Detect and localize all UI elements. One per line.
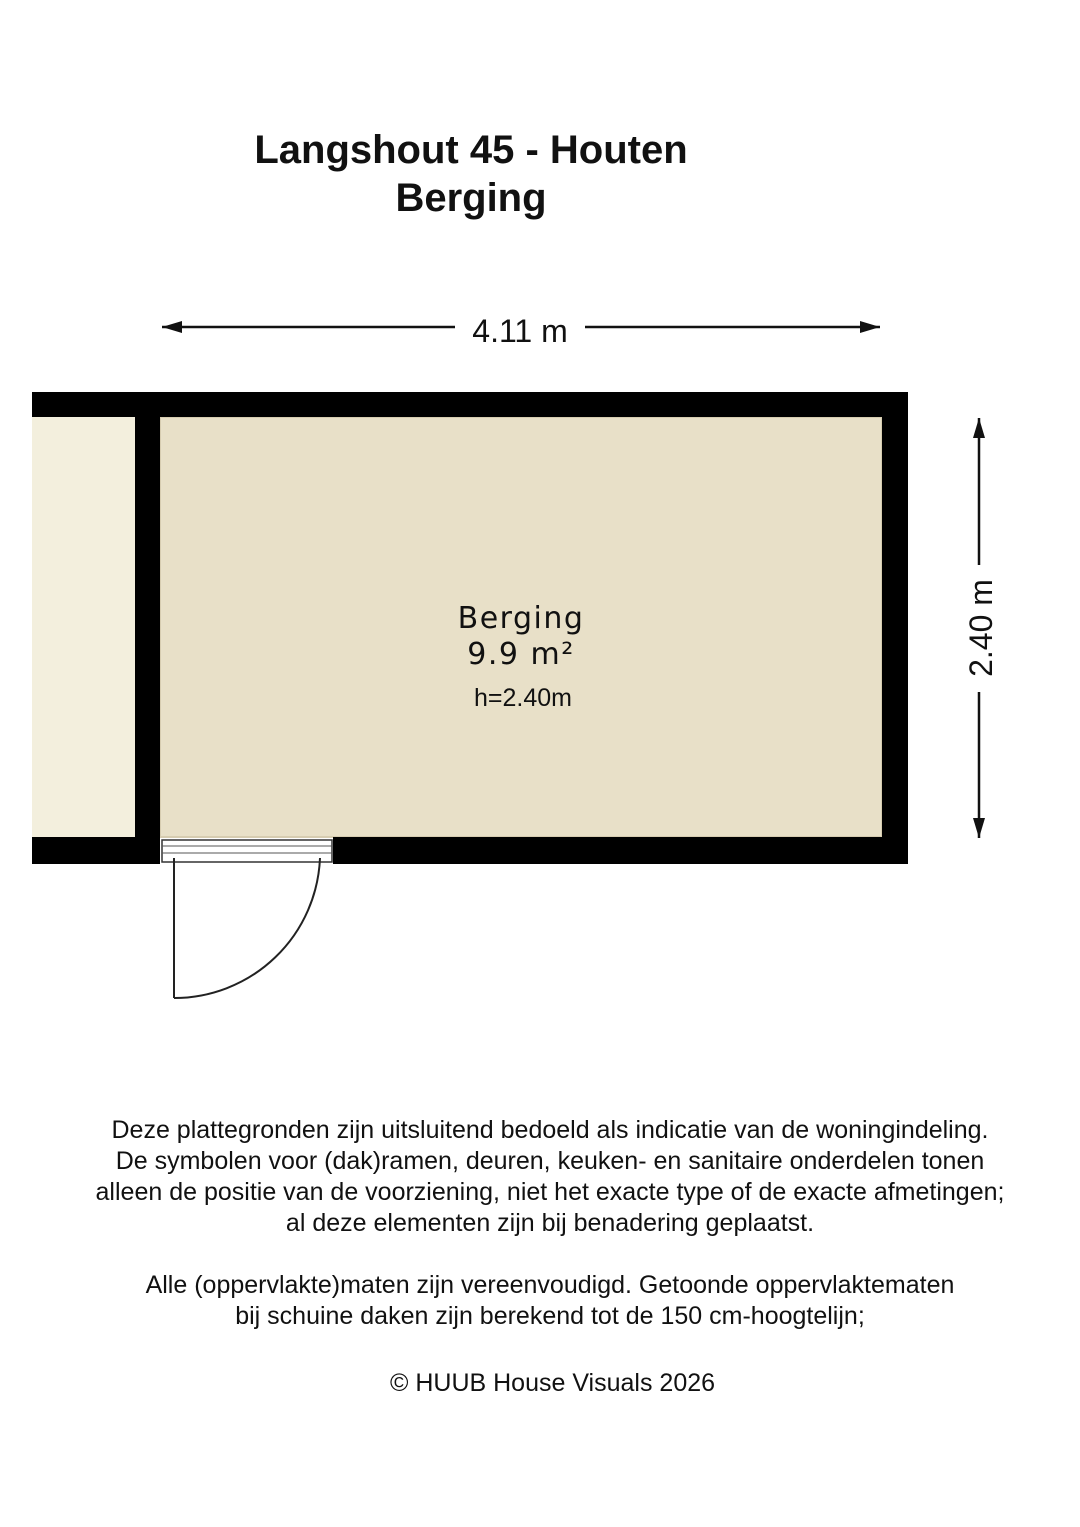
adjacent-space-floor [32,417,135,837]
disclaimer-line: De symbolen voor (dak)ramen, deuren, keuken- en sanitaire onderdelen tonen [115,1147,985,1175]
height-dimension [963,418,999,838]
disclaimer-paragraph-2 [0,1270,1080,1332]
copyright-notice: © HUUB House Visuals 2026 [389,1369,716,1397]
disclaimer [0,1115,1080,1363]
floor-title: Berging [395,176,547,220]
room-name: Berging [457,601,585,636]
width-dimension [162,313,880,349]
address-title: Langshout 45 - Houten [254,128,688,172]
door-frame [162,840,332,862]
wall-interior [135,392,160,864]
wall-bottom-right [333,837,908,864]
wall-top [32,392,908,417]
disclaimer-paragraph-1 [0,1115,1080,1239]
disclaimer-line: Deze plattegronden zijn uitsluitend bedoeld als indicatie van de woningindeling. [111,1116,989,1144]
disclaimer-line: bij schuine daken zijn berekend tot de 150 cm-hoogtelijn; [235,1302,865,1330]
wall-right [882,392,908,864]
room-height: h=2.40m [474,684,572,712]
height-dimension-label: 2.40 m [963,579,999,677]
disclaimer-line: alleen de positie van de voorziening, niet het exacte type of de exacte afmetingen; [95,1178,1005,1206]
disclaimer-line: al deze elementen zijn bij benadering geplaatst. [285,1209,815,1237]
door [162,840,332,998]
disclaimer-line: Alle (oppervlakte)maten zijn vereenvoudigd. Getoonde oppervlaktematen [145,1271,955,1299]
wall-bottom-left [32,837,160,864]
width-dimension-label: 4.11 m [472,313,568,349]
room-area: 9.9 m² [467,637,575,672]
door-swing-arc [174,858,320,998]
